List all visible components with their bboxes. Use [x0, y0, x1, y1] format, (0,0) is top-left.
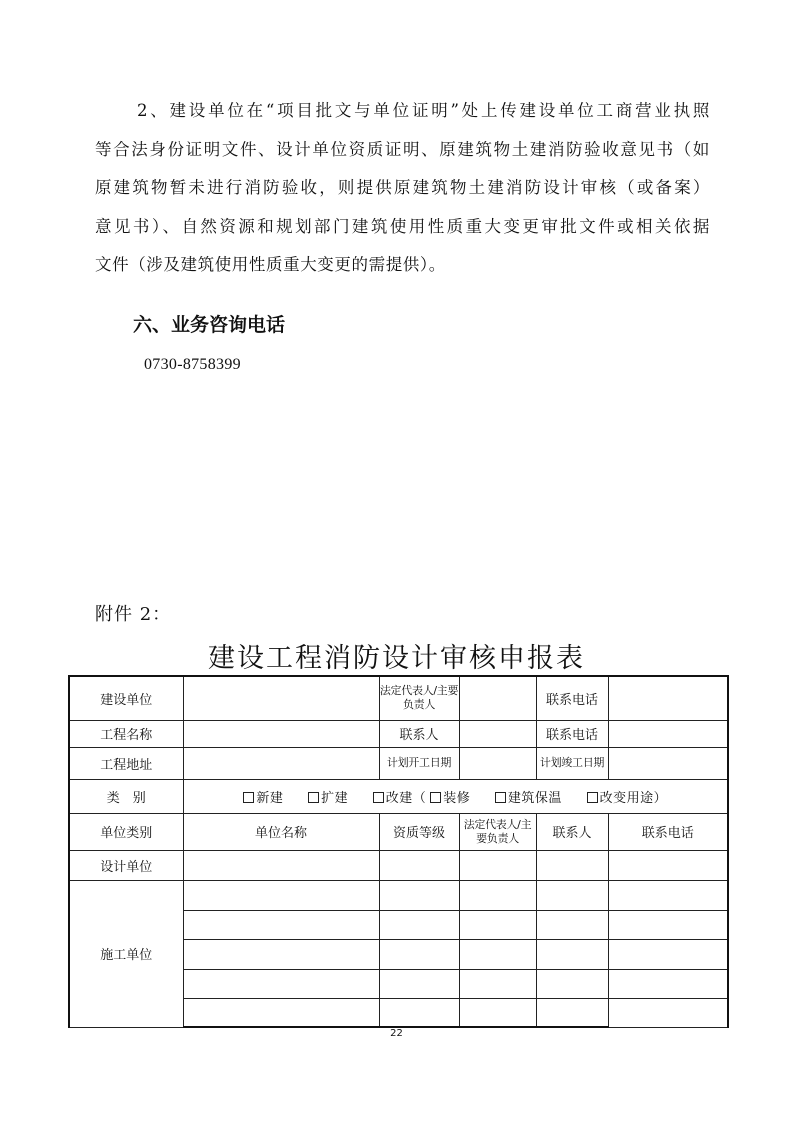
option-insulation[interactable]	[495, 791, 562, 806]
paragraph-line-3: 原建筑物暂未进行消防验收，则提供原建筑物土建消防设计审核（或备案）	[95, 178, 710, 197]
field-contractor-contact[interactable]	[536, 969, 608, 998]
label-construction-contractor: 施工单位	[69, 880, 183, 1027]
field-contractor-qualification[interactable]	[379, 939, 459, 969]
field-contractor-qualification[interactable]	[379, 998, 459, 1027]
option-decoration[interactable]	[430, 791, 470, 806]
header-phone: 联系电话	[608, 813, 728, 850]
field-contractor-contact[interactable]	[536, 939, 608, 969]
field-design-unit-contact[interactable]	[536, 850, 608, 880]
field-contractor-legal-rep[interactable]	[459, 939, 536, 969]
field-design-unit-phone[interactable]	[608, 850, 728, 880]
paragraph-line-5: 文件（涉及建筑使用性质重大变更的需提供）。	[95, 255, 446, 274]
field-contractor-qualification[interactable]	[379, 969, 459, 998]
field-contractor-legal-rep[interactable]	[459, 910, 536, 939]
label-contact-person: 联系人	[379, 720, 459, 747]
form-row-construction-unit	[69, 676, 728, 720]
field-contractor-legal-rep[interactable]	[459, 880, 536, 910]
field-contact-person[interactable]	[459, 720, 536, 747]
field-project-name[interactable]	[183, 720, 379, 747]
attachment-label: 附件 2：	[95, 604, 172, 625]
paragraph-line-4: 意见书）、自然资源和规划部门建筑使用性质重大变更审批文件或相关依据	[95, 216, 710, 236]
section-heading-consult-phone: 六、业务咨询电话	[133, 314, 286, 336]
field-contractor-name[interactable]	[183, 969, 379, 998]
field-design-unit-qualification[interactable]	[379, 850, 459, 880]
label-construction-unit: 建设单位	[69, 676, 183, 720]
page-number: 22	[390, 1028, 403, 1039]
option-label: 新建	[256, 790, 284, 806]
label-planned-completion-date: 计划竣工日期	[536, 747, 608, 779]
form-header-row	[69, 813, 728, 850]
option-label: 装修	[443, 790, 471, 806]
label-legal-rep: 法定代表人/主要负责人	[379, 676, 459, 720]
checkbox-icon[interactable]	[243, 792, 254, 803]
field-contractor-name[interactable]	[183, 939, 379, 969]
label-project-address: 工程地址	[69, 747, 183, 779]
category-options	[183, 779, 728, 813]
field-contractor-legal-rep[interactable]	[459, 969, 536, 998]
field-planned-completion-date[interactable]	[608, 747, 728, 779]
form-row-project-address	[69, 747, 728, 779]
option-label: 扩建	[321, 790, 349, 806]
option-new-build[interactable]	[243, 791, 283, 806]
field-planned-start-date[interactable]	[459, 747, 536, 779]
header-contact: 联系人	[536, 813, 608, 850]
option-change-of-use[interactable]	[587, 791, 668, 806]
checkbox-icon[interactable]	[495, 792, 506, 803]
field-design-unit-legal-rep[interactable]	[459, 850, 536, 880]
field-contractor-name[interactable]	[183, 910, 379, 939]
field-contractor-phone[interactable]	[608, 969, 728, 998]
label-category: 类 别	[69, 779, 183, 813]
option-label: 改建（	[385, 790, 427, 806]
option-expansion[interactable]	[308, 791, 348, 806]
field-project-address[interactable]	[183, 747, 379, 779]
field-contractor-qualification[interactable]	[379, 910, 459, 939]
field-contractor-phone[interactable]	[608, 998, 728, 1027]
header-legal-rep: 法定代表人/主要负责人	[459, 813, 536, 850]
form-row-construction-1	[69, 880, 728, 910]
field-contractor-legal-rep[interactable]	[459, 998, 536, 1027]
field-contractor-contact[interactable]	[536, 998, 608, 1027]
label-project-name: 工程名称	[69, 720, 183, 747]
checkbox-icon[interactable]	[373, 792, 384, 803]
field-phone-2[interactable]	[608, 720, 728, 747]
consult-phone-number: 0730-8758399	[144, 356, 241, 373]
label-phone-2: 联系电话	[536, 720, 608, 747]
label-phone-1: 联系电话	[536, 676, 608, 720]
form-row-category	[69, 779, 728, 813]
field-contractor-contact[interactable]	[536, 880, 608, 910]
field-legal-rep[interactable]	[459, 676, 536, 720]
field-contractor-contact[interactable]	[536, 910, 608, 939]
application-form-table	[68, 675, 729, 1028]
field-construction-unit[interactable]	[183, 676, 379, 720]
checkbox-icon[interactable]	[430, 792, 441, 803]
header-unit-name: 单位名称	[183, 813, 379, 850]
option-renovation-group[interactable]	[373, 791, 427, 806]
header-qualification: 资质等级	[379, 813, 459, 850]
field-contractor-phone[interactable]	[608, 910, 728, 939]
form-row-design-unit	[69, 850, 728, 880]
option-label: 建筑保温	[507, 790, 562, 806]
checkbox-icon[interactable]	[308, 792, 319, 803]
form-row-project-name	[69, 720, 728, 747]
field-contractor-phone[interactable]	[608, 880, 728, 910]
field-design-unit-name[interactable]	[183, 850, 379, 880]
field-contractor-phone[interactable]	[608, 939, 728, 969]
label-planned-start-date: 计划开工日期	[379, 747, 459, 779]
form-title: 建设工程消防设计审核申报表	[208, 643, 585, 674]
paragraph-line-2: 等合法身份证明文件、设计单位资质证明、原建筑物土建消防验收意见书（如	[95, 139, 710, 159]
field-contractor-qualification[interactable]	[379, 880, 459, 910]
checkbox-icon[interactable]	[587, 792, 598, 803]
option-label: 改变用途）	[599, 790, 668, 806]
label-design-unit: 设计单位	[69, 850, 183, 880]
header-unit-type: 单位类别	[69, 813, 183, 850]
paragraph-line-1: 2、建设单位在“项目批文与单位证明”处上传建设单位工商营业执照	[137, 101, 710, 120]
field-contractor-name[interactable]	[183, 880, 379, 910]
field-phone-1[interactable]	[608, 676, 728, 720]
field-contractor-name[interactable]	[183, 998, 379, 1027]
body-paragraph	[95, 92, 710, 285]
